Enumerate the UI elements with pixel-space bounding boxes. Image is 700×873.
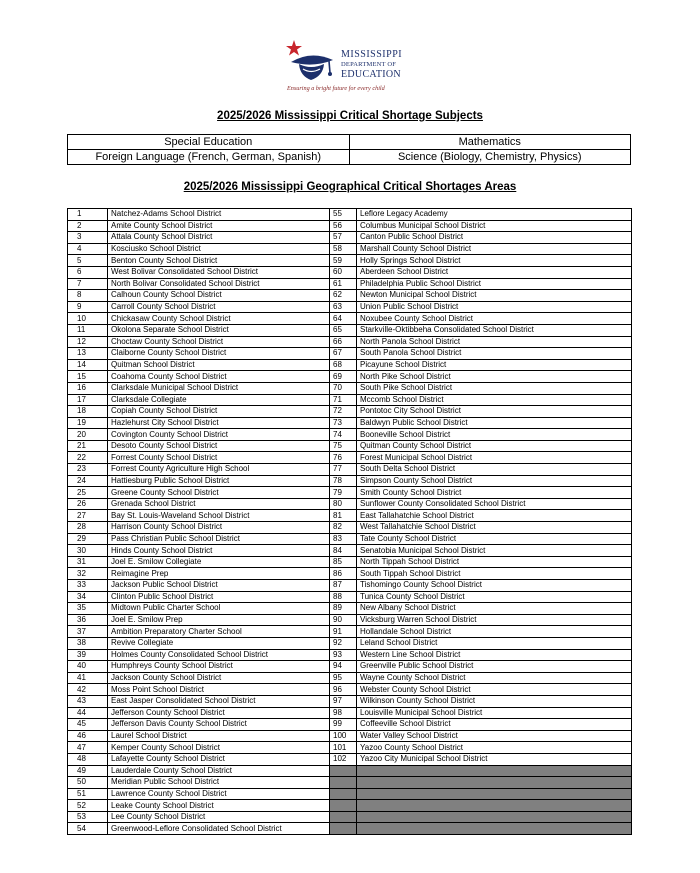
district-name: Newton Municipal School District xyxy=(357,290,632,302)
table-row xyxy=(68,406,632,418)
district-number: 67 xyxy=(330,348,357,360)
district-number: 52 xyxy=(68,800,108,812)
table-row xyxy=(68,429,632,441)
district-name: Moss Point School District xyxy=(108,684,330,696)
district-number: 38 xyxy=(68,637,108,649)
district-number: 72 xyxy=(330,406,357,418)
district-number: 32 xyxy=(68,568,108,580)
district-number: 77 xyxy=(330,464,357,476)
district-name: Canton Public School District xyxy=(357,232,632,244)
areas-title: 2025/2026 Mississippi Geographical Critical Shortages Areas xyxy=(183,181,517,193)
district-name: Western Line School District xyxy=(357,649,632,661)
district-name: Kemper County School District xyxy=(108,742,330,754)
empty-cell xyxy=(357,823,632,835)
logo-line-1: MISSISSIPPI xyxy=(341,49,403,60)
district-number: 28 xyxy=(68,522,108,534)
district-number: 78 xyxy=(330,475,357,487)
district-name: Baldwyn Public School District xyxy=(357,417,632,429)
district-number: 88 xyxy=(330,591,357,603)
empty-cell xyxy=(330,777,357,789)
district-number: 3 xyxy=(68,232,108,244)
district-number: 46 xyxy=(68,730,108,742)
district-number: 41 xyxy=(68,672,108,684)
district-name: Coffeeville School District xyxy=(357,719,632,731)
table-row xyxy=(68,209,632,221)
district-number: 23 xyxy=(68,464,108,476)
table-row xyxy=(68,522,632,534)
subject-cell: Science (Biology, Chemistry, Physics) xyxy=(349,150,631,165)
district-number: 45 xyxy=(68,719,108,731)
district-number: 24 xyxy=(68,475,108,487)
table-row xyxy=(68,649,632,661)
table-row xyxy=(68,452,632,464)
district-number: 65 xyxy=(330,324,357,336)
table-row xyxy=(68,498,632,510)
district-number: 8 xyxy=(68,290,108,302)
district-number: 58 xyxy=(330,243,357,255)
district-number: 5 xyxy=(68,255,108,267)
district-name: Starkville-Oktibbeha Consolidated School District xyxy=(357,324,632,336)
table-row xyxy=(68,765,632,777)
table-row xyxy=(68,591,632,603)
district-number: 83 xyxy=(330,533,357,545)
district-number: 90 xyxy=(330,614,357,626)
table-row xyxy=(68,487,632,499)
district-name: Jefferson County School District xyxy=(108,707,330,719)
district-name: Leflore Legacy Academy xyxy=(357,209,632,221)
empty-cell xyxy=(357,788,632,800)
district-number: 42 xyxy=(68,684,108,696)
table-row xyxy=(68,695,632,707)
district-name: Vicksburg Warren School District xyxy=(357,614,632,626)
district-name: Okolona Separate School District xyxy=(108,324,330,336)
empty-cell xyxy=(357,800,632,812)
table-row xyxy=(68,232,632,244)
table-row xyxy=(68,545,632,557)
table-row xyxy=(68,290,632,302)
district-name: Picayune School District xyxy=(357,359,632,371)
district-number: 25 xyxy=(68,487,108,499)
district-name: Reimagine Prep xyxy=(108,568,330,580)
district-name: Greenville Public School District xyxy=(357,661,632,673)
district-number: 9 xyxy=(68,301,108,313)
district-name: Greenwood-Leflore Consolidated School District xyxy=(108,823,330,835)
district-number: 80 xyxy=(330,498,357,510)
district-name: South Panola School District xyxy=(357,348,632,360)
empty-cell xyxy=(330,800,357,812)
district-name: Desoto County School District xyxy=(108,440,330,452)
district-name: Wayne County School District xyxy=(357,672,632,684)
district-number: 4 xyxy=(68,243,108,255)
district-name: Senatobia Municipal School District xyxy=(357,545,632,557)
district-number: 35 xyxy=(68,603,108,615)
district-name: Pass Christian Public School District xyxy=(108,533,330,545)
district-number: 10 xyxy=(68,313,108,325)
subjects-row xyxy=(68,150,631,165)
district-number: 11 xyxy=(68,324,108,336)
table-row xyxy=(68,533,632,545)
district-number: 63 xyxy=(330,301,357,313)
district-number: 73 xyxy=(330,417,357,429)
district-name: Philadelphia Public School District xyxy=(357,278,632,290)
table-row xyxy=(68,777,632,789)
district-number: 61 xyxy=(330,278,357,290)
district-number: 49 xyxy=(68,765,108,777)
table-row xyxy=(68,788,632,800)
district-name: Claiborne County School District xyxy=(108,348,330,360)
district-number: 62 xyxy=(330,290,357,302)
district-number: 94 xyxy=(330,661,357,673)
table-row xyxy=(68,707,632,719)
subject-cell: Special Education xyxy=(68,135,350,150)
district-name: Lauderdale County School District xyxy=(108,765,330,777)
district-name: Hinds County School District xyxy=(108,545,330,557)
empty-cell xyxy=(330,823,357,835)
table-row xyxy=(68,348,632,360)
district-name: Clarksdale Collegiate xyxy=(108,394,330,406)
table-row xyxy=(68,475,632,487)
subjects-title: 2025/2026 Mississippi Critical Shortage Subjects xyxy=(217,110,483,122)
empty-cell xyxy=(357,777,632,789)
district-name: Hollandale School District xyxy=(357,626,632,638)
table-row xyxy=(68,313,632,325)
district-number: 39 xyxy=(68,649,108,661)
table-row xyxy=(68,637,632,649)
district-name: Pontotoc City School District xyxy=(357,406,632,418)
district-name: Sunflower County Consolidated School District xyxy=(357,498,632,510)
table-row xyxy=(68,800,632,812)
district-name: Louisville Municipal School District xyxy=(357,707,632,719)
district-number: 60 xyxy=(330,266,357,278)
district-number: 14 xyxy=(68,359,108,371)
district-name: Amite County School District xyxy=(108,220,330,232)
district-name: Lafayette County School District xyxy=(108,753,330,765)
table-row xyxy=(68,301,632,313)
district-name: West Bolivar Consolidated School District xyxy=(108,266,330,278)
district-number: 69 xyxy=(330,371,357,383)
district-name: Smith County School District xyxy=(357,487,632,499)
district-name: Jefferson Davis County School District xyxy=(108,719,330,731)
district-number: 31 xyxy=(68,556,108,568)
district-name: Leland School District xyxy=(357,637,632,649)
district-name: Hazlehurst City School District xyxy=(108,417,330,429)
district-number: 84 xyxy=(330,545,357,557)
district-number: 20 xyxy=(68,429,108,441)
table-row xyxy=(68,382,632,394)
district-number: 1 xyxy=(68,209,108,221)
district-number: 27 xyxy=(68,510,108,522)
district-number: 85 xyxy=(330,556,357,568)
district-name: Quitman County School District xyxy=(357,440,632,452)
table-row xyxy=(68,371,632,383)
subject-cell: Mathematics xyxy=(349,135,631,150)
table-row xyxy=(68,811,632,823)
logo-line-2: DEPARTMENT OF xyxy=(341,61,397,68)
table-row xyxy=(68,672,632,684)
district-number: 43 xyxy=(68,695,108,707)
district-name: Leake County School District xyxy=(108,800,330,812)
empty-cell xyxy=(330,811,357,823)
district-number: 6 xyxy=(68,266,108,278)
district-number: 100 xyxy=(330,730,357,742)
empty-cell xyxy=(357,811,632,823)
table-row xyxy=(68,510,632,522)
district-name: Simpson County School District xyxy=(357,475,632,487)
district-number: 50 xyxy=(68,777,108,789)
district-name: Noxubee County School District xyxy=(357,313,632,325)
district-name: Carroll County School District xyxy=(108,301,330,313)
district-number: 29 xyxy=(68,533,108,545)
district-name: Harrison County School District xyxy=(108,522,330,534)
district-number: 18 xyxy=(68,406,108,418)
district-number: 66 xyxy=(330,336,357,348)
district-number: 64 xyxy=(330,313,357,325)
table-row xyxy=(68,266,632,278)
empty-cell xyxy=(330,765,357,777)
district-name: Joel E. Smilow Prep xyxy=(108,614,330,626)
district-name: Calhoun County School District xyxy=(108,290,330,302)
district-number: 13 xyxy=(68,348,108,360)
districts-table xyxy=(67,208,632,835)
district-name: Midtown Public Charter School xyxy=(108,603,330,615)
district-name: Copiah County School District xyxy=(108,406,330,418)
district-number: 95 xyxy=(330,672,357,684)
table-row xyxy=(68,255,632,267)
table-row xyxy=(68,417,632,429)
district-number: 26 xyxy=(68,498,108,510)
district-name: Forest Municipal School District xyxy=(357,452,632,464)
district-number: 55 xyxy=(330,209,357,221)
district-number: 36 xyxy=(68,614,108,626)
district-name: Mccomb School District xyxy=(357,394,632,406)
district-name: Grenada School District xyxy=(108,498,330,510)
table-row xyxy=(68,730,632,742)
district-name: Clinton Public School District xyxy=(108,591,330,603)
district-name: North Panola School District xyxy=(357,336,632,348)
table-row xyxy=(68,580,632,592)
district-number: 70 xyxy=(330,382,357,394)
district-name: South Delta School District xyxy=(357,464,632,476)
district-name: Meridian Public School District xyxy=(108,777,330,789)
table-row xyxy=(68,742,632,754)
district-name: Forrest County Agriculture High School xyxy=(108,464,330,476)
district-number: 40 xyxy=(68,661,108,673)
table-row xyxy=(68,603,632,615)
district-number: 47 xyxy=(68,742,108,754)
graduation-cap-icon xyxy=(283,40,339,90)
table-row xyxy=(68,243,632,255)
district-name: Water Valley School District xyxy=(357,730,632,742)
table-row xyxy=(68,684,632,696)
table-row xyxy=(68,719,632,731)
table-row xyxy=(68,556,632,568)
district-number: 75 xyxy=(330,440,357,452)
district-number: 57 xyxy=(330,232,357,244)
table-row xyxy=(68,823,632,835)
district-name: Aberdeen School District xyxy=(357,266,632,278)
district-name: Quitman School District xyxy=(108,359,330,371)
district-name: Wilkinson County School District xyxy=(357,695,632,707)
district-number: 99 xyxy=(330,719,357,731)
district-number: 2 xyxy=(68,220,108,232)
table-row xyxy=(68,278,632,290)
district-number: 19 xyxy=(68,417,108,429)
district-number: 16 xyxy=(68,382,108,394)
district-name: East Jasper Consolidated School District xyxy=(108,695,330,707)
district-name: East Tallahatchie School District xyxy=(357,510,632,522)
subject-cell: Foreign Language (French, German, Spanish) xyxy=(68,150,350,165)
district-number: 92 xyxy=(330,637,357,649)
logo-tagline: Ensuring a bright future for every child xyxy=(287,85,385,92)
district-name: Booneville School District xyxy=(357,429,632,441)
district-number: 71 xyxy=(330,394,357,406)
district-name: Tishomingo County School District xyxy=(357,580,632,592)
table-row xyxy=(68,464,632,476)
district-number: 101 xyxy=(330,742,357,754)
district-number: 76 xyxy=(330,452,357,464)
district-name: Revive Collegiate xyxy=(108,637,330,649)
district-name: Clarksdale Municipal School District xyxy=(108,382,330,394)
district-name: Forrest County School District xyxy=(108,452,330,464)
district-number: 82 xyxy=(330,522,357,534)
district-number: 15 xyxy=(68,371,108,383)
district-name: Covington County School District xyxy=(108,429,330,441)
district-number: 98 xyxy=(330,707,357,719)
district-number: 44 xyxy=(68,707,108,719)
district-number: 48 xyxy=(68,753,108,765)
district-number: 93 xyxy=(330,649,357,661)
district-name: Lawrence County School District xyxy=(108,788,330,800)
logo-wordmark xyxy=(341,50,421,80)
district-name: Union Public School District xyxy=(357,301,632,313)
district-number: 86 xyxy=(330,568,357,580)
district-name: Holly Springs School District xyxy=(357,255,632,267)
district-name: Chickasaw County School District xyxy=(108,313,330,325)
star-icon xyxy=(286,40,302,56)
district-name: Greene County School District xyxy=(108,487,330,499)
district-number: 56 xyxy=(330,220,357,232)
district-name: Yazoo County School District xyxy=(357,742,632,754)
district-number: 33 xyxy=(68,580,108,592)
district-name: Kosciusko School District xyxy=(108,243,330,255)
district-number: 97 xyxy=(330,695,357,707)
district-name: Holmes County Consolidated School District xyxy=(108,649,330,661)
district-number: 81 xyxy=(330,510,357,522)
district-name: Humphreys County School District xyxy=(108,661,330,673)
district-number: 89 xyxy=(330,603,357,615)
empty-cell xyxy=(357,765,632,777)
district-name: South Tippah School District xyxy=(357,568,632,580)
subjects-row xyxy=(68,135,631,150)
district-name: Ambition Preparatory Charter School xyxy=(108,626,330,638)
district-name: North Pike School District xyxy=(357,371,632,383)
table-row xyxy=(68,626,632,638)
district-name: Lee County School District xyxy=(108,811,330,823)
district-name: Yazoo City Municipal School District xyxy=(357,753,632,765)
district-name: Marshall County School District xyxy=(357,243,632,255)
districts-table-body xyxy=(68,209,632,835)
district-name: Benton County School District xyxy=(108,255,330,267)
district-number: 7 xyxy=(68,278,108,290)
table-row xyxy=(68,220,632,232)
district-name: Choctaw County School District xyxy=(108,336,330,348)
table-row xyxy=(68,440,632,452)
district-name: West Tallahatchie School District xyxy=(357,522,632,534)
district-name: Attala County School District xyxy=(108,232,330,244)
district-name: Columbus Municipal School District xyxy=(357,220,632,232)
district-number: 21 xyxy=(68,440,108,452)
district-number: 37 xyxy=(68,626,108,638)
district-name: Coahoma County School District xyxy=(108,371,330,383)
district-name: Hattiesburg Public School District xyxy=(108,475,330,487)
district-name: Jackson Public School District xyxy=(108,580,330,592)
district-number: 54 xyxy=(68,823,108,835)
table-row xyxy=(68,753,632,765)
district-name: Tunica County School District xyxy=(357,591,632,603)
district-number: 96 xyxy=(330,684,357,696)
district-number: 22 xyxy=(68,452,108,464)
district-number: 87 xyxy=(330,580,357,592)
district-name: Tate County School District xyxy=(357,533,632,545)
district-name: Natchez-Adams School District xyxy=(108,209,330,221)
district-name: Laurel School District xyxy=(108,730,330,742)
empty-cell xyxy=(330,788,357,800)
district-number: 51 xyxy=(68,788,108,800)
district-number: 74 xyxy=(330,429,357,441)
district-number: 79 xyxy=(330,487,357,499)
district-number: 102 xyxy=(330,753,357,765)
district-number: 68 xyxy=(330,359,357,371)
district-name: Webster County School District xyxy=(357,684,632,696)
district-number: 59 xyxy=(330,255,357,267)
district-name: North Bolivar Consolidated School District xyxy=(108,278,330,290)
logo-line-3: EDUCATION xyxy=(341,69,401,80)
table-row xyxy=(68,614,632,626)
district-name: North Tippah School District xyxy=(357,556,632,568)
subjects-table xyxy=(67,134,631,165)
district-number: 17 xyxy=(68,394,108,406)
district-name: Bay St. Louis-Waveland School District xyxy=(108,510,330,522)
table-row xyxy=(68,661,632,673)
district-number: 34 xyxy=(68,591,108,603)
district-name: Jackson County School District xyxy=(108,672,330,684)
district-number: 12 xyxy=(68,336,108,348)
table-row xyxy=(68,359,632,371)
table-row xyxy=(68,568,632,580)
district-number: 53 xyxy=(68,811,108,823)
table-row xyxy=(68,336,632,348)
table-row xyxy=(68,324,632,336)
district-number: 30 xyxy=(68,545,108,557)
district-number: 91 xyxy=(330,626,357,638)
district-name: South Pike School District xyxy=(357,382,632,394)
district-name: New Albany School District xyxy=(357,603,632,615)
district-name: Joel E. Smilow Collegiate xyxy=(108,556,330,568)
table-row xyxy=(68,394,632,406)
